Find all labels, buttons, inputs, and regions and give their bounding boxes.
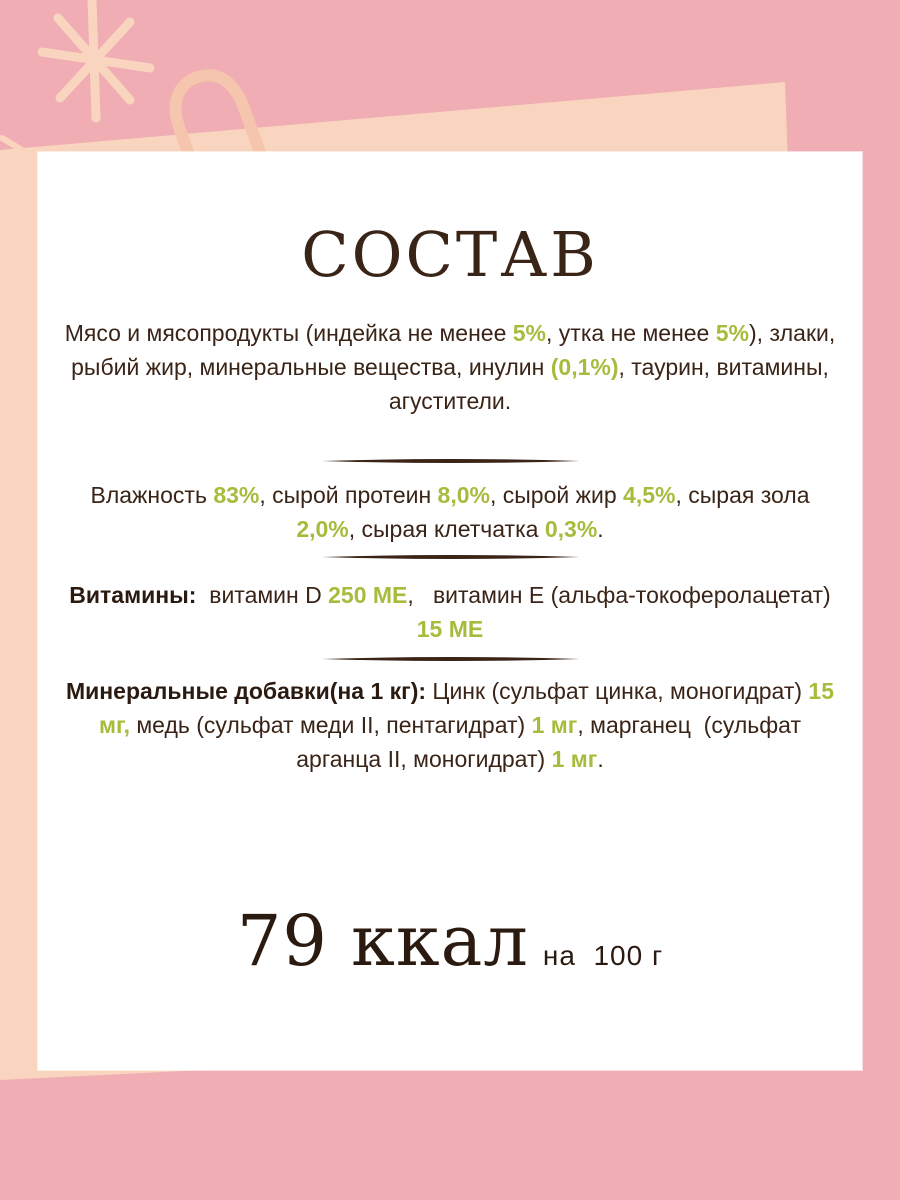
analysis-value: 8,0%: [437, 482, 490, 508]
analysis-part: , сырая клетчатка: [348, 516, 545, 542]
minerals-text: [60, 674, 840, 776]
minerals-label: Минеральные добавки(на 1 кг):: [65, 678, 427, 704]
analysis-value: 4,5%: [623, 482, 676, 508]
analysis-part: , сырая зола: [675, 482, 810, 508]
analysis-value: 0,3%: [544, 516, 598, 542]
minerals-part: Цинк (сульфат цинка, моногидрат): [426, 678, 809, 704]
analysis-value: 83%: [213, 482, 260, 508]
composition-text: [60, 316, 840, 418]
minerals-part: .: [597, 746, 604, 772]
vitamins-text: [60, 578, 840, 646]
vitamins-value: 15 МЕ: [416, 616, 484, 642]
energy-per: на 100 г: [542, 940, 664, 971]
energy-value: 79 ккал: [236, 900, 529, 982]
divider: [320, 552, 582, 562]
vitamins-part: , витамин Е (альфа-токоферолацетат): [407, 582, 838, 608]
minerals-value: 1 мг: [531, 712, 578, 738]
divider: [320, 456, 582, 466]
vitamins-label: Витамины:: [69, 582, 197, 608]
composition-part: Мясо и мясопродукты (индейка не менее: [64, 320, 513, 346]
analysis-part: , сырой протеин: [259, 482, 438, 508]
analysis-value: 2,0%: [296, 516, 349, 542]
composition-part: ), злаки, рыбий жир, минеральные вещества, инулин: [71, 320, 836, 380]
minerals-value: 15 мг,: [99, 678, 835, 738]
vitamins-part: витамин D: [196, 582, 329, 608]
analysis-part: .: [597, 516, 604, 542]
energy-info: [0, 900, 900, 982]
composition-value: (0,1%): [550, 354, 619, 380]
page-title: СОСТАВ: [301, 218, 599, 291]
minerals-part: , марганец (сульфат арганца II, моногидрат): [296, 712, 808, 772]
minerals-part: медь (сульфат меди II, пентагидрат): [129, 712, 532, 738]
composition-value: 5%: [512, 320, 547, 346]
composition-part: , таурин, витамины, агустители.: [388, 354, 829, 414]
composition-part: , утка не менее: [546, 320, 716, 346]
analysis-text: [60, 478, 840, 546]
analysis-part: , сырой жир: [489, 482, 624, 508]
vitamins-value: 250 МЕ: [328, 582, 408, 608]
sparkle-icon: [42, 0, 150, 118]
divider: [320, 654, 582, 664]
analysis-part: Влажность: [90, 482, 214, 508]
composition-value: 5%: [715, 320, 749, 346]
minerals-value: 1 мг: [551, 746, 598, 772]
